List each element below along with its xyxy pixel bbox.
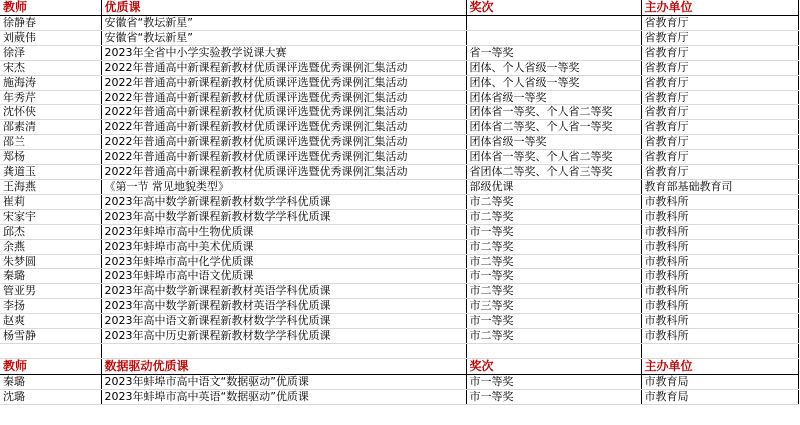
cell-course[interactable]: 安徽省“教坛新星”: [101, 16, 466, 31]
cell-teacher[interactable]: 年秀芹: [0, 90, 101, 105]
cell-teacher[interactable]: 沈璐: [0, 389, 101, 404]
table-row: [0, 374, 798, 389]
header-row: [0, 0, 798, 16]
cell-organizer[interactable]: 省教育厅: [641, 120, 798, 135]
cell-award[interactable]: [466, 30, 641, 45]
cell-course[interactable]: 2023年高中数学新课程新教材数学学科优质课: [101, 194, 466, 209]
cell-teacher[interactable]: 徐静春: [0, 16, 101, 31]
cell-organizer[interactable]: 省教育厅: [641, 105, 798, 120]
cell-organizer[interactable]: 市教科所: [641, 254, 798, 269]
table-row: [0, 269, 798, 284]
cell-award[interactable]: [466, 16, 641, 31]
cell-teacher[interactable]: 沈怀侠: [0, 105, 101, 120]
cell-course[interactable]: 2023年全省中小学实验教学说课大赛: [101, 45, 466, 60]
table-row: [0, 239, 798, 254]
cell-organizer[interactable]: 省教育厅: [641, 16, 798, 31]
cell-course[interactable]: 2022年普通高中新课程新教材优质课评选暨优秀课例汇集活动: [101, 135, 466, 150]
cell-organizer[interactable]: 市教科所: [641, 269, 798, 284]
cell-award[interactable]: 团体省一等奖、个人省二等奖: [466, 150, 641, 165]
cell-course[interactable]: 2022年普通高中新课程新教材优质课评选暨优秀课例汇集活动: [101, 120, 466, 135]
table-row: [0, 165, 798, 180]
header-award[interactable]: 奖次: [466, 0, 641, 16]
cell-course[interactable]: 2022年普通高中新课程新教材优质课评选暨优秀课例汇集活动: [101, 90, 466, 105]
cell-course[interactable]: 2022年普通高中新课程新教材优质课评选暨优秀课例汇集活动: [101, 105, 466, 120]
empty-row: [0, 343, 798, 358]
cell-award[interactable]: 市二等奖: [466, 329, 641, 344]
table-row: [0, 179, 798, 194]
table-row: [0, 150, 798, 165]
cell-teacher[interactable]: 赵爽: [0, 314, 101, 329]
table-row: [0, 120, 798, 135]
table-row: [0, 90, 798, 105]
cell-organizer[interactable]: 教育部基础教育司: [641, 179, 798, 194]
cell-award[interactable]: 省一等奖: [466, 45, 641, 60]
cell-organizer[interactable]: 省教育厅: [641, 30, 798, 45]
table-row: [0, 16, 798, 31]
header-teacher[interactable]: 教师: [0, 0, 101, 16]
table-row: [0, 224, 798, 239]
cell-organizer[interactable]: 省教育厅: [641, 135, 798, 150]
cell-course[interactable]: 2023年蚌埠市高中语文“数据驱动”优质课: [101, 374, 466, 389]
table-row: [0, 45, 798, 60]
cell-organizer[interactable]: 市教科所: [641, 239, 798, 254]
cell-teacher[interactable]: 宋杰: [0, 60, 101, 75]
cell-organizer[interactable]: 市教科所: [641, 284, 798, 299]
cell-award[interactable]: 市二等奖: [466, 209, 641, 224]
header-award[interactable]: 奖次: [466, 358, 641, 374]
cell-teacher[interactable]: 李扬: [0, 299, 101, 314]
cell-organizer[interactable]: 市教科所: [641, 314, 798, 329]
cell-award[interactable]: 市三等奖: [466, 299, 641, 314]
cell-organizer[interactable]: 市教育局: [641, 389, 798, 404]
cell-organizer[interactable]: 省教育厅: [641, 60, 798, 75]
cell-award[interactable]: 市二等奖: [466, 239, 641, 254]
empty-cell[interactable]: [101, 343, 466, 358]
cell-award[interactable]: 团体省二等奖、个人省一等奖: [466, 120, 641, 135]
table-row: [0, 254, 798, 269]
cell-award[interactable]: 市一等奖: [466, 374, 641, 389]
empty-cell[interactable]: [0, 343, 101, 358]
cell-award[interactable]: 市二等奖: [466, 254, 641, 269]
cell-teacher[interactable]: 管亚男: [0, 284, 101, 299]
cell-organizer[interactable]: 市教科所: [641, 224, 798, 239]
cell-teacher[interactable]: 余燕: [0, 239, 101, 254]
empty-cell[interactable]: [641, 343, 798, 358]
cell-teacher[interactable]: 徐泽: [0, 45, 101, 60]
cell-course[interactable]: 2023年蚌埠市高中语文优质课: [101, 269, 466, 284]
cell-award[interactable]: 团体、个人省级一等奖: [466, 75, 641, 90]
cell-teacher[interactable]: 秦璐: [0, 374, 101, 389]
cell-teacher[interactable]: 王海燕: [0, 179, 101, 194]
cell-organizer[interactable]: 省教育厅: [641, 150, 798, 165]
cell-award[interactable]: 市一等奖: [466, 224, 641, 239]
cell-organizer[interactable]: 市教科所: [641, 194, 798, 209]
cell-organizer[interactable]: 市教科所: [641, 209, 798, 224]
cell-teacher[interactable]: 杨雪静: [0, 329, 101, 344]
table-row: [0, 209, 798, 224]
table-row: [0, 284, 798, 299]
cell-award[interactable]: 部级优课: [466, 179, 641, 194]
cell-course[interactable]: 2023年高中数学新课程新教材英语学科优质课: [101, 299, 466, 314]
cell-teacher[interactable]: 邵素清: [0, 120, 101, 135]
cell-award[interactable]: 市二等奖: [466, 194, 641, 209]
table-row: [0, 135, 798, 150]
cell-course[interactable]: 2023年高中历史新课程新教材数学学科优质课: [101, 329, 466, 344]
table-row: [0, 389, 798, 404]
cell-award[interactable]: 团体省级一等奖: [466, 90, 641, 105]
cell-course[interactable]: 2023年蚌埠市高中美术优质课: [101, 239, 466, 254]
cell-teacher[interactable]: 秦璐: [0, 269, 101, 284]
cell-teacher[interactable]: 邱杰: [0, 224, 101, 239]
cell-teacher[interactable]: 邵兰: [0, 135, 101, 150]
cell-organizer[interactable]: 省教育厅: [641, 90, 798, 105]
header-course[interactable]: 优质课: [101, 0, 466, 16]
header-course[interactable]: 数据驱动优质课: [101, 358, 466, 374]
cell-teacher[interactable]: 龚道玉: [0, 165, 101, 180]
cell-award[interactable]: 市一等奖: [466, 314, 641, 329]
cell-course[interactable]: 2022年普通高中新课程新教材优质课评选暨优秀课例汇集活动: [101, 150, 466, 165]
cell-course[interactable]: 2023年高中数学新课程新教材英语学科优质课: [101, 284, 466, 299]
table-row: [0, 105, 798, 120]
cell-teacher[interactable]: 朱梦圆: [0, 254, 101, 269]
table-row: [0, 299, 798, 314]
cell-organizer[interactable]: 省教育厅: [641, 45, 798, 60]
cell-organizer[interactable]: 市教科所: [641, 329, 798, 344]
cell-course[interactable]: 2022年普通高中新课程新教材优质课评选暨优秀课例汇集活动: [101, 165, 466, 180]
cell-course[interactable]: 2022年普通高中新课程新教材优质课评选暨优秀课例汇集活动: [101, 60, 466, 75]
cell-course[interactable]: 安徽省“教坛新星”: [101, 30, 466, 45]
cell-course[interactable]: 《第一节 常见地貌类型》: [101, 179, 466, 194]
header-row-2: [0, 358, 798, 374]
cell-course[interactable]: 2023年蚌埠市高中化学优质课: [101, 254, 466, 269]
table-row: [0, 75, 798, 90]
cell-teacher[interactable]: 宋家宇: [0, 209, 101, 224]
cell-award[interactable]: 省团体二等奖、个人省三等奖: [466, 165, 641, 180]
cell-course[interactable]: 2023年蚌埠市高中英语“数据驱动”优质课: [101, 389, 466, 404]
cell-course[interactable]: 2023年高中数学新课程新教材数学学科优质课: [101, 209, 466, 224]
table-row: [0, 194, 798, 209]
cell-organizer[interactable]: 省教育厅: [641, 165, 798, 180]
cell-teacher[interactable]: 施海涛: [0, 75, 101, 90]
cell-award[interactable]: 市一等奖: [466, 269, 641, 284]
cell-teacher[interactable]: 崔莉: [0, 194, 101, 209]
header-teacher[interactable]: 教师: [0, 358, 101, 374]
cell-teacher[interactable]: 郑杨: [0, 150, 101, 165]
header-organizer[interactable]: 主办单位: [641, 358, 798, 374]
empty-cell[interactable]: [466, 343, 641, 358]
table-row: [0, 60, 798, 75]
cell-award[interactable]: 团体省一等奖、个人省二等奖: [466, 105, 641, 120]
table-row: [0, 329, 798, 344]
cell-award[interactable]: 团体、个人省级一等奖: [466, 60, 641, 75]
cell-course[interactable]: 2023年蚌埠市高中生物优质课: [101, 224, 466, 239]
cell-award[interactable]: 市一等奖: [466, 389, 641, 404]
cell-organizer[interactable]: 省教育厅: [641, 75, 798, 90]
header-organizer[interactable]: 主办单位: [641, 0, 798, 16]
cell-award[interactable]: 团体省级一等奖: [466, 135, 641, 150]
cell-teacher[interactable]: 刘葳伟: [0, 30, 101, 45]
table-row: [0, 314, 798, 329]
cell-organizer[interactable]: 市教科所: [641, 299, 798, 314]
cell-course[interactable]: 2022年普通高中新课程新教材优质课评选暨优秀课例汇集活动: [101, 75, 466, 90]
cell-course[interactable]: 2023年高中语文新课程新教材数学学科优质课: [101, 314, 466, 329]
table-row: [0, 30, 798, 45]
cell-organizer[interactable]: 市教育局: [641, 374, 798, 389]
cell-award[interactable]: 市二等奖: [466, 284, 641, 299]
